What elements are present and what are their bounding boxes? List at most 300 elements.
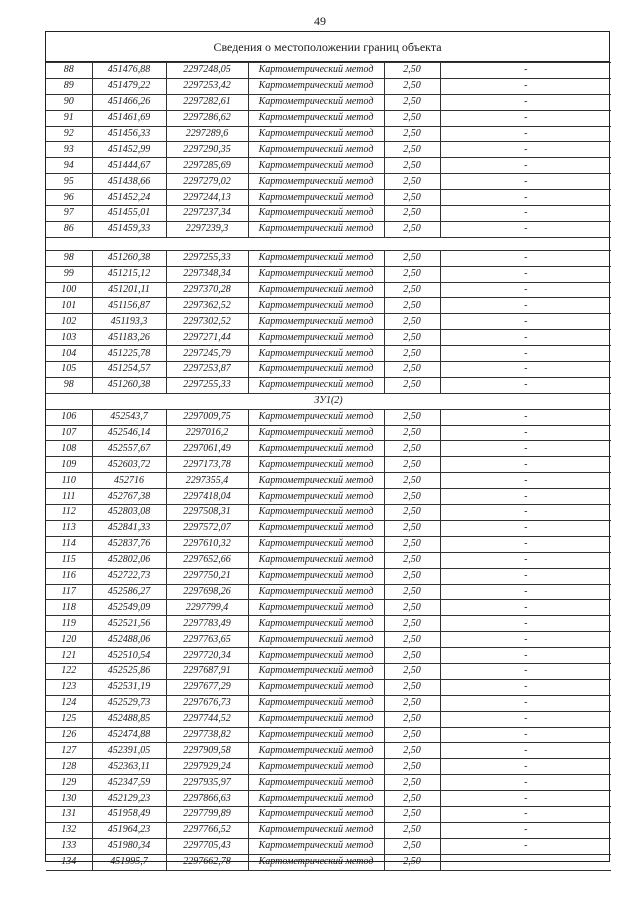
method: Картометрический метод xyxy=(248,568,384,584)
table-section-row xyxy=(46,393,611,409)
y-coordinate: 2297738,82 xyxy=(166,727,248,743)
y-coordinate: 2297239,3 xyxy=(166,221,248,237)
table-row xyxy=(46,330,611,346)
point-number: 100 xyxy=(46,282,92,298)
point-number: 132 xyxy=(46,822,92,838)
point-number: 107 xyxy=(46,425,92,441)
point-number: 86 xyxy=(46,221,92,237)
description: - xyxy=(440,142,611,158)
y-coordinate: 2297248,05 xyxy=(166,63,248,79)
description: - xyxy=(440,727,611,743)
description: - xyxy=(440,520,611,536)
description: - xyxy=(440,409,611,425)
table-row xyxy=(46,298,611,314)
table-row xyxy=(46,425,611,441)
point-number: 133 xyxy=(46,838,92,854)
method: Картометрический метод xyxy=(248,78,384,94)
x-coordinate: 452837,76 xyxy=(92,536,166,552)
point-number: 110 xyxy=(46,473,92,489)
x-coordinate: 452525,86 xyxy=(92,663,166,679)
accuracy: 2,50 xyxy=(384,473,440,489)
method: Картометрический метод xyxy=(248,441,384,457)
accuracy: 2,50 xyxy=(384,663,440,679)
y-coordinate: 2297866,63 xyxy=(166,791,248,807)
x-coordinate: 451459,33 xyxy=(92,221,166,237)
table-row xyxy=(46,473,611,489)
method: Картометрический метод xyxy=(248,520,384,536)
point-number: 96 xyxy=(46,190,92,206)
y-coordinate: 2297370,28 xyxy=(166,282,248,298)
table-row xyxy=(46,711,611,727)
description: - xyxy=(440,282,611,298)
point-number: 122 xyxy=(46,663,92,679)
table-row xyxy=(46,441,611,457)
method: Картометрический метод xyxy=(248,94,384,110)
table-row xyxy=(46,679,611,695)
y-coordinate: 2297290,35 xyxy=(166,142,248,158)
x-coordinate: 451193,3 xyxy=(92,314,166,330)
method: Картометрический метод xyxy=(248,346,384,362)
x-coordinate: 451452,24 xyxy=(92,190,166,206)
x-coordinate: 451461,69 xyxy=(92,110,166,126)
table-row xyxy=(46,362,611,378)
method: Картометрический метод xyxy=(248,457,384,473)
point-number: 91 xyxy=(46,110,92,126)
x-coordinate: 451958,49 xyxy=(92,806,166,822)
x-coordinate: 452803,08 xyxy=(92,505,166,521)
x-coordinate: 451479,22 xyxy=(92,78,166,94)
method: Картометрический метод xyxy=(248,854,384,870)
accuracy: 2,50 xyxy=(384,679,440,695)
point-number: 103 xyxy=(46,330,92,346)
x-coordinate: 452521,56 xyxy=(92,616,166,632)
y-coordinate: 2297173,78 xyxy=(166,457,248,473)
x-coordinate: 451964,23 xyxy=(92,822,166,838)
y-coordinate: 2297245,79 xyxy=(166,346,248,362)
method: Картометрический метод xyxy=(248,473,384,489)
accuracy: 2,50 xyxy=(384,854,440,870)
table-row xyxy=(46,346,611,362)
accuracy: 2,50 xyxy=(384,409,440,425)
accuracy: 2,50 xyxy=(384,63,440,79)
y-coordinate: 2297244,13 xyxy=(166,190,248,206)
table-row xyxy=(46,759,611,775)
description: - xyxy=(440,568,611,584)
y-coordinate: 2297362,52 xyxy=(166,298,248,314)
table-row xyxy=(46,457,611,473)
accuracy: 2,50 xyxy=(384,822,440,838)
method: Картометрический метод xyxy=(248,190,384,206)
x-coordinate: 451476,88 xyxy=(92,63,166,79)
point-number: 127 xyxy=(46,743,92,759)
y-coordinate: 2297009,75 xyxy=(166,409,248,425)
point-number: 94 xyxy=(46,158,92,174)
x-coordinate: 452488,06 xyxy=(92,632,166,648)
y-coordinate: 2297799,4 xyxy=(166,600,248,616)
coordinates-table xyxy=(46,62,611,871)
point-number: 130 xyxy=(46,791,92,807)
accuracy: 2,50 xyxy=(384,377,440,393)
table-row xyxy=(46,78,611,94)
x-coordinate: 452363,11 xyxy=(92,759,166,775)
method: Картометрический метод xyxy=(248,648,384,664)
accuracy: 2,50 xyxy=(384,314,440,330)
point-number: 125 xyxy=(46,711,92,727)
y-coordinate: 2297698,26 xyxy=(166,584,248,600)
accuracy: 2,50 xyxy=(384,266,440,282)
x-coordinate: 451980,34 xyxy=(92,838,166,854)
table-row xyxy=(46,377,611,393)
x-coordinate: 452510,54 xyxy=(92,648,166,664)
description: - xyxy=(440,457,611,473)
accuracy: 2,50 xyxy=(384,78,440,94)
method: Картометрический метод xyxy=(248,63,384,79)
y-coordinate: 2297610,32 xyxy=(166,536,248,552)
point-number: 123 xyxy=(46,679,92,695)
description: - xyxy=(440,536,611,552)
table-row xyxy=(46,520,611,536)
description: - xyxy=(440,110,611,126)
description: - xyxy=(440,314,611,330)
x-coordinate: 451156,87 xyxy=(92,298,166,314)
boundary-table-frame xyxy=(45,31,610,868)
y-coordinate: 2297783,49 xyxy=(166,616,248,632)
method: Картометрический метод xyxy=(248,663,384,679)
accuracy: 2,50 xyxy=(384,584,440,600)
y-coordinate: 2297255,33 xyxy=(166,250,248,266)
y-coordinate: 2297061,49 xyxy=(166,441,248,457)
x-coordinate: 452722,73 xyxy=(92,568,166,584)
description: - xyxy=(440,822,611,838)
accuracy: 2,50 xyxy=(384,346,440,362)
point-number: 120 xyxy=(46,632,92,648)
accuracy: 2,50 xyxy=(384,94,440,110)
point-number: 101 xyxy=(46,298,92,314)
x-coordinate: 451456,33 xyxy=(92,126,166,142)
description: - xyxy=(440,806,611,822)
y-coordinate: 2297279,02 xyxy=(166,174,248,190)
description: - xyxy=(440,250,611,266)
accuracy: 2,50 xyxy=(384,648,440,664)
y-coordinate: 2297662,78 xyxy=(166,854,248,870)
y-coordinate: 2297929,24 xyxy=(166,759,248,775)
table-row xyxy=(46,632,611,648)
accuracy: 2,50 xyxy=(384,110,440,126)
table-row xyxy=(46,584,611,600)
description: - xyxy=(440,174,611,190)
description: - xyxy=(440,632,611,648)
table-row xyxy=(46,775,611,791)
y-coordinate: 2297766,52 xyxy=(166,822,248,838)
x-coordinate: 451452,99 xyxy=(92,142,166,158)
accuracy: 2,50 xyxy=(384,616,440,632)
description: - xyxy=(440,489,611,505)
accuracy: 2,50 xyxy=(384,775,440,791)
y-coordinate: 2297285,69 xyxy=(166,158,248,174)
method: Картометрический метод xyxy=(248,838,384,854)
y-coordinate: 2297744,52 xyxy=(166,711,248,727)
table-row xyxy=(46,727,611,743)
accuracy: 2,50 xyxy=(384,142,440,158)
accuracy: 2,50 xyxy=(384,174,440,190)
method: Картометрический метод xyxy=(248,806,384,822)
page-number: 49 xyxy=(314,14,326,28)
description: - xyxy=(440,584,611,600)
description: - xyxy=(440,425,611,441)
method: Картометрический метод xyxy=(248,552,384,568)
table-row xyxy=(46,822,611,838)
point-number: 114 xyxy=(46,536,92,552)
x-coordinate: 452767,38 xyxy=(92,489,166,505)
accuracy: 2,50 xyxy=(384,759,440,775)
x-coordinate: 451215,12 xyxy=(92,266,166,282)
point-number: 109 xyxy=(46,457,92,473)
accuracy: 2,50 xyxy=(384,838,440,854)
method: Картометрический метод xyxy=(248,584,384,600)
description: - xyxy=(440,78,611,94)
description: - xyxy=(440,266,611,282)
x-coordinate: 451444,67 xyxy=(92,158,166,174)
point-number: 89 xyxy=(46,78,92,94)
method: Картометрический метод xyxy=(248,600,384,616)
point-number: 124 xyxy=(46,695,92,711)
y-coordinate: 2297572,07 xyxy=(166,520,248,536)
description: - xyxy=(440,441,611,457)
description: - xyxy=(440,473,611,489)
accuracy: 2,50 xyxy=(384,126,440,142)
method: Картометрический метод xyxy=(248,330,384,346)
description: - xyxy=(440,377,611,393)
y-coordinate: 2297508,31 xyxy=(166,505,248,521)
accuracy: 2,50 xyxy=(384,536,440,552)
description: - xyxy=(440,791,611,807)
method: Картометрический метод xyxy=(248,775,384,791)
table-row xyxy=(46,648,611,664)
point-number: 131 xyxy=(46,806,92,822)
x-coordinate: 452531,19 xyxy=(92,679,166,695)
x-coordinate: 452474,88 xyxy=(92,727,166,743)
description: - xyxy=(440,362,611,378)
table-row xyxy=(46,266,611,282)
point-number: 108 xyxy=(46,441,92,457)
method: Картометрический метод xyxy=(248,266,384,282)
description: - xyxy=(440,346,611,362)
table-row xyxy=(46,663,611,679)
table-row xyxy=(46,174,611,190)
description: - xyxy=(440,505,611,521)
point-number: 128 xyxy=(46,759,92,775)
table-row xyxy=(46,838,611,854)
method: Картометрический метод xyxy=(248,298,384,314)
x-coordinate: 452347,59 xyxy=(92,775,166,791)
point-number: 111 xyxy=(46,489,92,505)
y-coordinate: 2297016,2 xyxy=(166,425,248,441)
y-coordinate: 2297799,89 xyxy=(166,806,248,822)
table-row xyxy=(46,695,611,711)
description: - xyxy=(440,206,611,222)
description: - xyxy=(440,330,611,346)
method: Картометрический метод xyxy=(248,505,384,521)
method: Картометрический метод xyxy=(248,727,384,743)
table-row xyxy=(46,489,611,505)
x-coordinate: 452716 xyxy=(92,473,166,489)
y-coordinate: 2297255,33 xyxy=(166,377,248,393)
accuracy: 2,50 xyxy=(384,158,440,174)
x-coordinate: 452557,67 xyxy=(92,441,166,457)
x-coordinate: 452488,85 xyxy=(92,711,166,727)
point-number: 99 xyxy=(46,266,92,282)
point-number: 119 xyxy=(46,616,92,632)
table-row xyxy=(46,536,611,552)
table-row xyxy=(46,806,611,822)
method: Картометрический метод xyxy=(248,158,384,174)
point-number: 115 xyxy=(46,552,92,568)
description: - xyxy=(440,743,611,759)
point-number: 106 xyxy=(46,409,92,425)
table-row xyxy=(46,158,611,174)
y-coordinate: 2297289,6 xyxy=(166,126,248,142)
accuracy: 2,50 xyxy=(384,806,440,822)
point-number: 129 xyxy=(46,775,92,791)
accuracy: 2,50 xyxy=(384,727,440,743)
point-number: 97 xyxy=(46,206,92,222)
x-coordinate: 451225,78 xyxy=(92,346,166,362)
table-row xyxy=(46,190,611,206)
point-number: 92 xyxy=(46,126,92,142)
x-coordinate: 452586,27 xyxy=(92,584,166,600)
table-row xyxy=(46,110,611,126)
section-label: ЗУ1(2) xyxy=(46,393,611,409)
y-coordinate: 2297763,65 xyxy=(166,632,248,648)
table-row xyxy=(46,221,611,237)
y-coordinate: 2297750,21 xyxy=(166,568,248,584)
point-number: 88 xyxy=(46,63,92,79)
accuracy: 2,50 xyxy=(384,505,440,521)
point-number: 121 xyxy=(46,648,92,664)
point-number: 102 xyxy=(46,314,92,330)
method: Картометрический метод xyxy=(248,759,384,775)
point-number: 104 xyxy=(46,346,92,362)
point-number: 134 xyxy=(46,854,92,870)
y-coordinate: 2297676,73 xyxy=(166,695,248,711)
accuracy: 2,50 xyxy=(384,425,440,441)
y-coordinate: 2297237,34 xyxy=(166,206,248,222)
table-header: Сведения о местоположении границ объекта xyxy=(46,32,609,62)
method: Картометрический метод xyxy=(248,632,384,648)
point-number: 116 xyxy=(46,568,92,584)
method: Картометрический метод xyxy=(248,282,384,298)
description: - xyxy=(440,759,611,775)
description: - xyxy=(440,775,611,791)
method: Картометрический метод xyxy=(248,489,384,505)
accuracy: 2,50 xyxy=(384,330,440,346)
description: - xyxy=(440,600,611,616)
x-coordinate: 452603,72 xyxy=(92,457,166,473)
accuracy: 2,50 xyxy=(384,206,440,222)
y-coordinate: 2297355,4 xyxy=(166,473,248,489)
point-number: 112 xyxy=(46,505,92,521)
table-row xyxy=(46,600,611,616)
description: - xyxy=(440,158,611,174)
accuracy: 2,50 xyxy=(384,282,440,298)
table-row xyxy=(46,854,611,870)
table-row xyxy=(46,63,611,79)
description: - xyxy=(440,711,611,727)
method: Картометрический метод xyxy=(248,206,384,222)
x-coordinate: 452391,05 xyxy=(92,743,166,759)
point-number: 98 xyxy=(46,250,92,266)
table-row xyxy=(46,552,611,568)
x-coordinate: 451466,26 xyxy=(92,94,166,110)
accuracy: 2,50 xyxy=(384,552,440,568)
y-coordinate: 2297677,29 xyxy=(166,679,248,695)
y-coordinate: 2297687,91 xyxy=(166,663,248,679)
y-coordinate: 2297652,66 xyxy=(166,552,248,568)
accuracy: 2,50 xyxy=(384,221,440,237)
x-coordinate: 451183,26 xyxy=(92,330,166,346)
description: - xyxy=(440,552,611,568)
table-row xyxy=(46,282,611,298)
description: - xyxy=(440,679,611,695)
method: Картометрический метод xyxy=(248,110,384,126)
point-number: 90 xyxy=(46,94,92,110)
method: Картометрический метод xyxy=(248,695,384,711)
x-coordinate: 451438,66 xyxy=(92,174,166,190)
table-row xyxy=(46,142,611,158)
table-row xyxy=(46,94,611,110)
y-coordinate: 2297720,34 xyxy=(166,648,248,664)
accuracy: 2,50 xyxy=(384,298,440,314)
method: Картометрический метод xyxy=(248,377,384,393)
description: - xyxy=(440,663,611,679)
accuracy: 2,50 xyxy=(384,489,440,505)
description: - xyxy=(440,298,611,314)
x-coordinate: 452529,73 xyxy=(92,695,166,711)
y-coordinate: 2297348,34 xyxy=(166,266,248,282)
point-number: 98 xyxy=(46,377,92,393)
y-coordinate: 2297253,87 xyxy=(166,362,248,378)
table-row xyxy=(46,206,611,222)
description: - xyxy=(440,190,611,206)
table-row xyxy=(46,250,611,266)
description: - xyxy=(440,63,611,79)
method: Картометрический метод xyxy=(248,314,384,330)
accuracy: 2,50 xyxy=(384,441,440,457)
accuracy: 2,50 xyxy=(384,568,440,584)
y-coordinate: 2297286,62 xyxy=(166,110,248,126)
x-coordinate: 451995,7 xyxy=(92,854,166,870)
table-row xyxy=(46,568,611,584)
method: Картометрический метод xyxy=(248,142,384,158)
x-coordinate: 452543,7 xyxy=(92,409,166,425)
description: - xyxy=(440,648,611,664)
y-coordinate: 2297418,04 xyxy=(166,489,248,505)
accuracy: 2,50 xyxy=(384,632,440,648)
table-row xyxy=(46,126,611,142)
method: Картометрический метод xyxy=(248,822,384,838)
description: - xyxy=(440,695,611,711)
description: - xyxy=(440,616,611,632)
table-row xyxy=(46,505,611,521)
method: Картометрический метод xyxy=(248,743,384,759)
accuracy: 2,50 xyxy=(384,600,440,616)
accuracy: 2,50 xyxy=(384,791,440,807)
method: Картометрический метод xyxy=(248,679,384,695)
x-coordinate: 451455,01 xyxy=(92,206,166,222)
x-coordinate: 452546,14 xyxy=(92,425,166,441)
accuracy: 2,50 xyxy=(384,362,440,378)
y-coordinate: 2297909,58 xyxy=(166,743,248,759)
